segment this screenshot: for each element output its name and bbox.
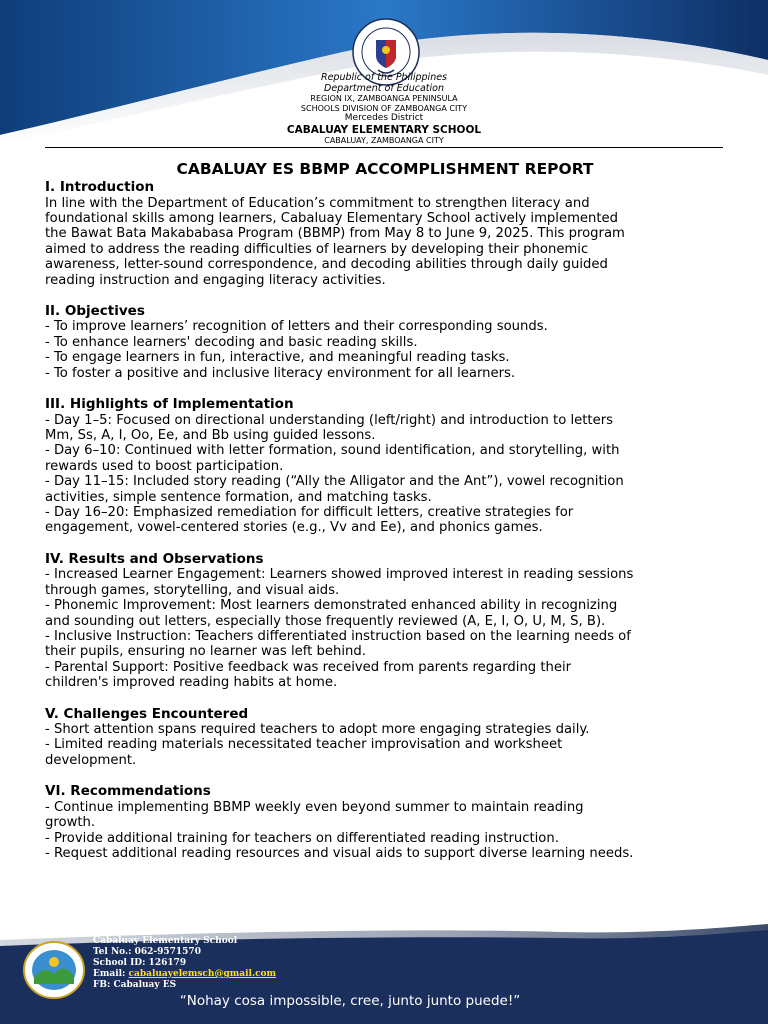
footer-tel: Tel No.: 062-9571570 <box>93 947 201 957</box>
section-line: - To improve learners’ recognition of letters and their corresponding sounds. <box>45 319 548 335</box>
section-heading: II. Objectives <box>45 302 145 319</box>
section-heading: III. Highlights of Implementation <box>45 396 294 413</box>
report-sections <box>45 180 725 861</box>
section-spacer <box>45 288 725 304</box>
section-line: rewards used to boost participation. <box>45 458 284 474</box>
section-line: - To engage learners in fun, interactive, and meaningful reading tasks. <box>45 350 510 366</box>
report-title: CABALUAY ES BBMP ACCOMPLISHMENT REPORT <box>176 160 594 178</box>
school-name: CABALUAY ELEMENTARY SCHOOL <box>286 123 482 136</box>
header-divider <box>45 147 723 148</box>
school-contact-info <box>93 936 276 991</box>
report-section <box>45 552 725 691</box>
footer-email-link[interactable]: cabaluayelemsch@gmail.com <box>128 969 277 979</box>
section-line: - To foster a positive and inclusive literacy environment for all learners. <box>45 365 516 381</box>
section-heading: I. Introduction <box>45 179 155 195</box>
section-line: - Short attention spans required teachers to adopt more engaging strategies daily. <box>45 722 590 738</box>
section-line: - Day 6–10: Continued with letter formation, sound identification, and storytelling, with <box>45 443 620 459</box>
section-line: - Inclusive Instruction: Teachers differentiated instruction based on the learning needs of <box>45 628 631 644</box>
school-logo <box>22 940 86 1000</box>
section-line: development. <box>45 752 137 768</box>
section-line: - Day 11–15: Included story reading (“Ally the Alligator and the Ant”), vowel recognition <box>45 474 624 490</box>
district-text: Mercedes District <box>344 113 424 123</box>
section-line: - Increased Learner Engagement: Learners showed improved interest in reading sessions <box>45 567 634 583</box>
report-section <box>45 707 725 769</box>
section-line: children's improved reading habits at home. <box>45 675 338 691</box>
section-line: - Provide additional training for teachers on differentiated reading instruction. <box>45 830 559 846</box>
section-line: growth. <box>45 815 96 831</box>
section-line: - Day 16–20: Emphasized remediation for difficult letters, creative strategies for <box>45 505 574 520</box>
section-line: activities, simple sentence formation, and matching tasks. <box>45 489 432 505</box>
section-line: - Parental Support: Positive feedback was received from parents regarding their <box>45 659 572 675</box>
footer-email-row <box>93 969 276 980</box>
section-line: through games, storytelling, and visual aids. <box>45 582 340 598</box>
section-line: Mm, Ss, A, I, Oo, Ee, and Bb using guided lessons. <box>45 427 376 443</box>
letterhead <box>0 72 768 145</box>
section-line: aimed to address the reading difficulties of learners by developing their phonemic <box>45 241 589 257</box>
region-text: REGION IX, ZAMBOANGA PENINSULA <box>310 94 458 103</box>
report-section <box>45 304 725 381</box>
section-line: reading instruction and engaging literacy activities. <box>45 272 386 288</box>
footer-school-id: School ID: 126179 <box>93 958 187 968</box>
section-line: - Continue implementing BBMP weekly even beyond summer to maintain reading <box>45 799 584 815</box>
footer-fb: FB: Cabaluay ES <box>93 980 177 990</box>
report-section <box>45 784 725 861</box>
section-line: foundational skills among learners, Cabaluay Elementary School actively implemented <box>45 210 619 226</box>
school-address: CABALUAY, ZAMBOANGA CITY <box>324 135 444 145</box>
section-line: and sounding out letters, especially those frequently reviewed (A, E, I, O, U, M, S, B). <box>45 613 606 629</box>
section-line: In line with the Department of Education’s commitment to strengthen literacy and <box>45 195 590 211</box>
division-text: SCHOOLS DIVISION OF ZAMBOANGA CITY <box>300 103 468 113</box>
section-line: - Request additional reading resources and visual aids to support diverse learning needs. <box>45 846 634 861</box>
section-line: - Limited reading materials necessitated teacher improvisation and worksheet <box>45 737 563 753</box>
section-spacer <box>45 691 725 707</box>
footer-email-label: Email: <box>93 969 129 979</box>
section-spacer <box>45 768 725 784</box>
department-text: Department of Education <box>324 83 444 94</box>
footer-school-name: Cabaluay Elementary School <box>93 936 238 946</box>
republic-text: Republic of the Philippines <box>320 72 448 83</box>
section-heading: IV. Results and Observations <box>45 550 264 567</box>
section-line: their pupils, ensuring no learner was left behind. <box>45 644 366 660</box>
section-heading: V. Challenges Encountered <box>45 705 249 722</box>
section-spacer <box>45 536 725 552</box>
section-spacer <box>45 381 725 397</box>
report-section <box>45 180 725 288</box>
section-line: - Phonemic Improvement: Most learners demonstrated enhanced ability in recognizing <box>45 598 618 614</box>
section-line: engagement, vowel-centered stories (e.g., Vv and Ee), and phonics games. <box>45 520 543 536</box>
section-line: awareness, letter-sound correspondence, and decoding abilities through daily guided <box>45 257 608 273</box>
section-line: - To enhance learners' decoding and basic reading skills. <box>45 334 418 350</box>
section-line: the Bawat Bata Makababasa Program (BBMP) from May 8 to June 9, 2025. This program <box>45 226 625 242</box>
report-body <box>45 160 725 861</box>
section-heading: VI. Recommendations <box>45 783 211 800</box>
section-line: - Day 1–5: Focused on directional understanding (left/right) and introduction to letters <box>45 412 613 428</box>
report-section <box>45 397 725 536</box>
school-motto: “Nohay cosa impossible, cree, junto junto puede!” <box>179 993 521 1009</box>
